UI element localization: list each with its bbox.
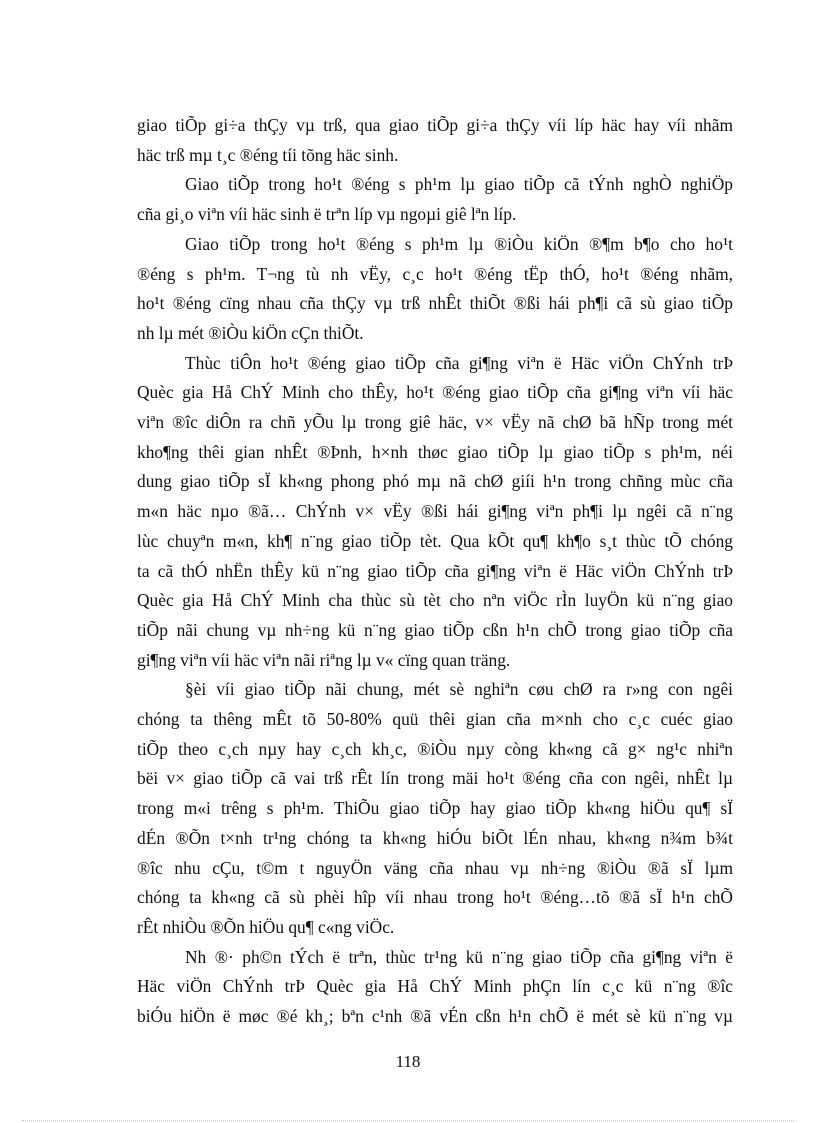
- text-line: häc trß mµ t¸c ®éng tíi tõng häc sinh.: [137, 144, 399, 165]
- text-line: dÉn ®Õn t×nh tr¹ng chóng ta kh«ng hiÓu biÕt lÉn nhau, kh«ng n¾m b¾t: [137, 827, 733, 848]
- text-line: m«n häc nµo ®ã… ChÝnh v× vËy ®ßi hái gi¶ng viªn ph¶i lµ ngêi cã n¨ng: [137, 501, 733, 522]
- text-line: Häc viÖn ChÝnh trÞ Quèc gia Hå ChÝ Minh phÇn lín c¸c kü n¨ng ®îc: [137, 976, 733, 997]
- text-line: Giao tiÕp trong ho¹t ®éng s ph¹m lµ ®iÒu kiÖn ®¶m b¶o cho ho¹t: [185, 233, 733, 254]
- text-line: Thùc tiÔn ho¹t ®éng giao tiÕp cña gi¶ng viªn ë Häc viÖn ChÝnh trÞ: [185, 352, 733, 373]
- text-line: Quèc gia Hå ChÝ Minh cho thÊy, ho¹t ®éng giao tiÕp cña gi¶ng viªn víi häc: [137, 382, 733, 403]
- text-line: §èi víi giao tiÕp nãi chung, mét sè nghiªn cøu chØ ra r»ng con ngêi: [185, 679, 733, 700]
- text-line: chóng ta kh«ng cã sù phèi hîp víi nhau trong ho¹t ®éng…tõ ®ã sÏ h¹n chÕ: [137, 887, 733, 908]
- text-line: Giao tiÕp trong ho¹t ®éng s ph¹m lµ giao tiÕp cã tÝnh nghÒ nghiÖp: [185, 174, 733, 195]
- paragraph-1: [137, 111, 733, 170]
- text-line: nh lµ mét ®iÒu kiÖn cÇn thiÕt.: [137, 322, 364, 343]
- page-bottom-divider: [22, 1120, 794, 1121]
- text-line: giao tiÕp gi÷a thÇy vµ trß, qua giao tiÕp gi÷a thÇy víi líp häc hay víi nhãm: [137, 115, 733, 135]
- text-line: bëi v× giao tiÕp cã vai trß rÊt lín trong mäi ho¹t ®éng cña con ngêi, nhÊt lµ: [137, 768, 733, 789]
- text-line: tiÕp theo c¸ch nµy hay c¸ch kh¸c, ®iÒu nµy còng kh«ng cã g× ng¹c nhiªn: [137, 738, 733, 759]
- text-line: tiÕp nãi chung vµ nh÷ng kü n¨ng giao tiÕp cßn h¹n chÕ trong giao tiÕp cña: [137, 619, 733, 640]
- text-line: lùc chuyªn m«n, kh¶ n¨ng giao tiÕp tèt. Qua kÕt qu¶ kh¶o s¸t thùc tÕ chóng: [137, 530, 733, 551]
- paragraph-6: [137, 943, 733, 1032]
- text-line: chóng ta thêng mÊt tõ 50-80% quü thêi gian cña m×nh cho c¸c cuéc giao: [137, 709, 733, 730]
- text-line: viªn ®îc diÔn ra chñ yÕu lµ trong giê häc, v× vËy nã chØ bã hÑp trong mét: [137, 412, 733, 433]
- text-line: Nh ®· ph©n tÝch ë trªn, thùc tr¹ng kü n¨ng giao tiÕp cña gi¶ng viªn ë: [185, 946, 733, 967]
- text-line: ho¹t ®éng cïng nhau cña thÇy vµ trß nhÊt thiÕt ®ßi hái ph¶i cã sù giao tiÕp: [137, 293, 733, 314]
- text-line: ®îc nhu cÇu, t©m t nguyÖn väng cña nhau vµ nh÷ng ®iÒu ®ã sÏ lµm: [137, 857, 733, 878]
- text-line: Quèc gia Hå ChÝ Minh cha thùc sù tèt cho nªn viÖc rÌn luyÖn kü n¨ng giao: [137, 590, 733, 611]
- text-line: trong m«i trêng s ph¹m. ThiÕu giao tiÕp hay giao tiÕp kh«ng hiÖu qu¶ sÏ: [137, 798, 733, 819]
- text-line: kho¶ng thêi gian nhÊt ®Þnh, h×nh thøc giao tiÕp lµ giao tiÕp s ph¹m, néi: [137, 441, 733, 462]
- page-body: [137, 111, 733, 1032]
- paragraph-3: [137, 230, 733, 349]
- text-line: biÓu hiÖn ë møc ®é kh¸; bªn c¹nh ®ã vÉn cßn h¹n chÕ ë mét sè kü n¨ng vµ: [137, 1006, 733, 1027]
- text-line: rÊt nhiÒu ®Õn hiÖu qu¶ c«ng viÖc.: [137, 916, 395, 937]
- text-line: ®éng s ph¹m. T¬ng tù nh vËy, c¸c ho¹t ®éng tËp thÓ, ho¹t ®éng nhãm,: [137, 263, 733, 284]
- paragraph-5: [137, 675, 733, 942]
- text-line: gi¶ng viªn víi häc viªn nãi riªng lµ v« cïng quan träng.: [137, 649, 511, 670]
- paragraph-4: [137, 349, 733, 676]
- paragraph-2: [137, 170, 733, 229]
- page-number: 118: [395, 1052, 421, 1071]
- text-line: ta cã thÓ nhËn thÊy kü n¨ng giao tiÕp cña gi¶ng viªn ë Häc viÖn ChÝnh trÞ: [137, 560, 733, 581]
- text-line: dung giao tiÕp sÏ kh«ng phong phó mµ nã chØ giíi h¹n trong chñng mùc cña: [137, 471, 733, 492]
- text-line: cña gi¸o viªn víi häc sinh ë trªn líp vµ ngoµi giê lªn líp.: [137, 204, 517, 225]
